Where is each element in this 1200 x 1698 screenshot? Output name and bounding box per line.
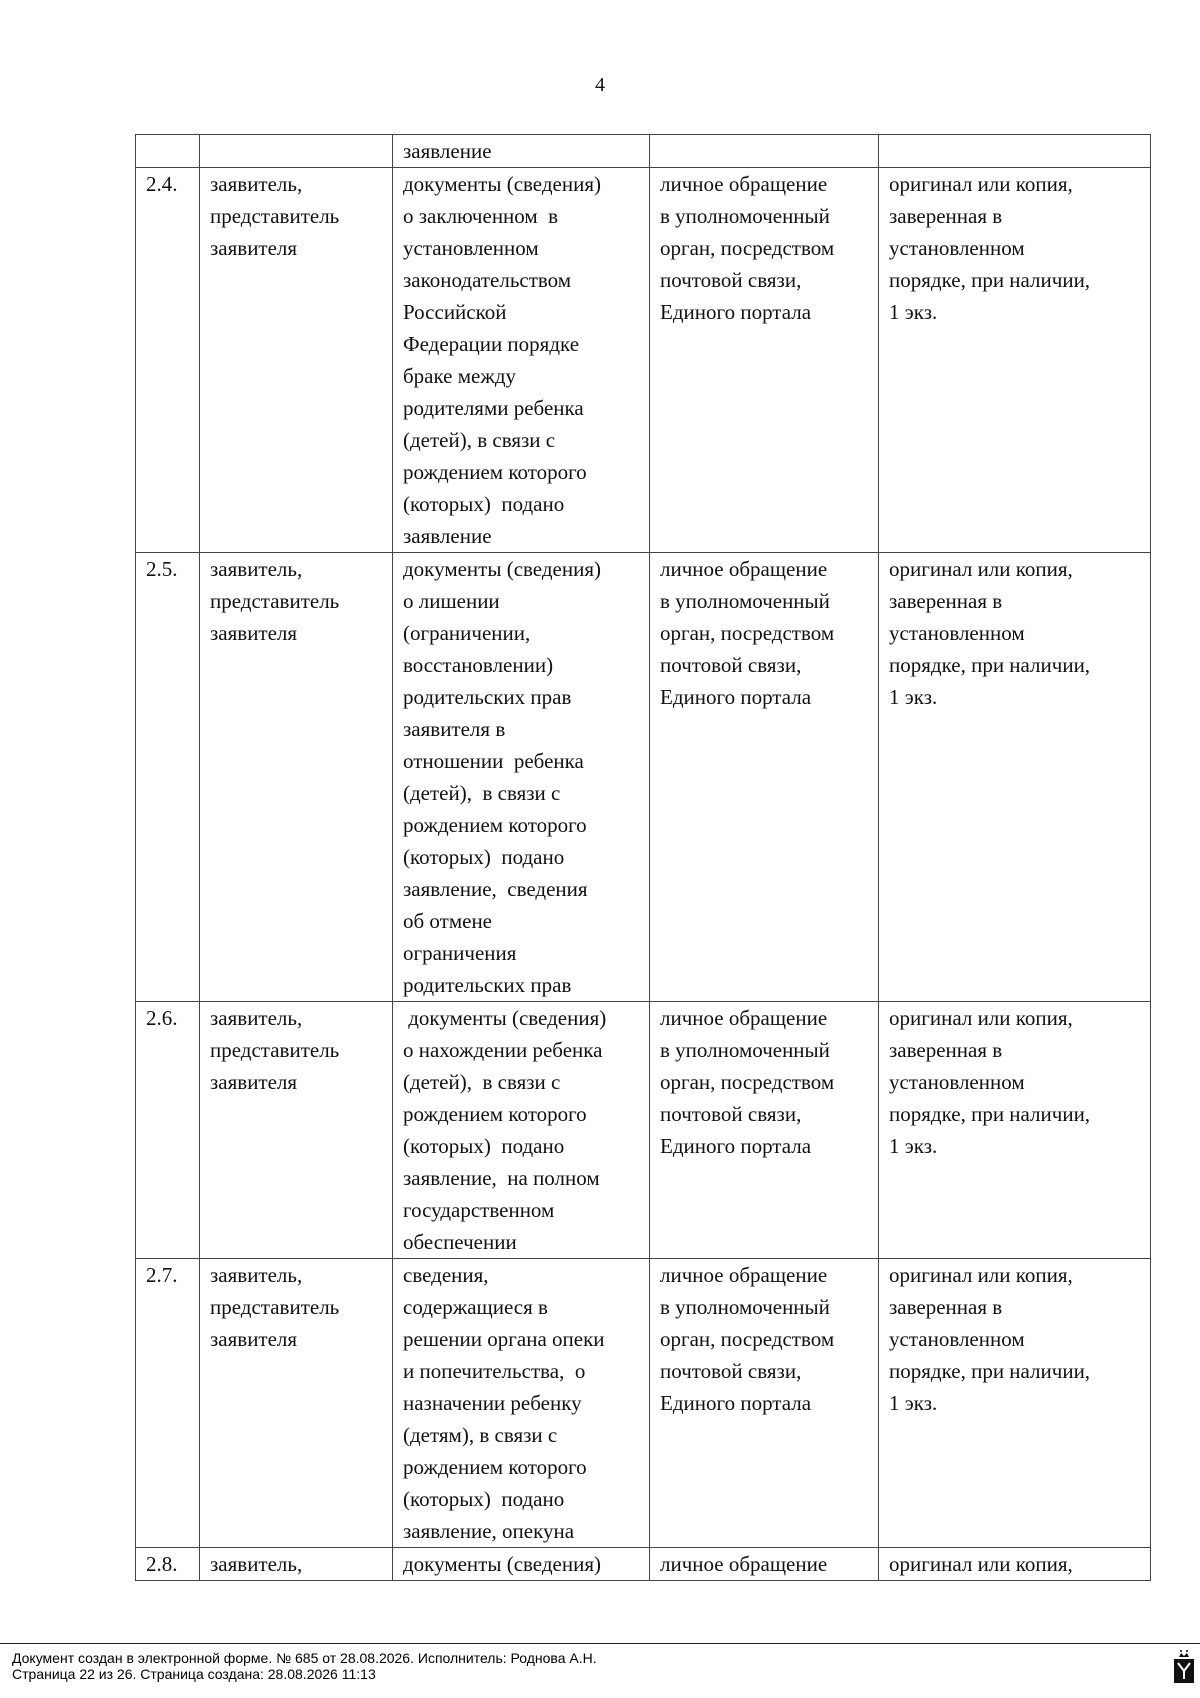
cell-text-line: заверенная в [889, 1038, 1003, 1062]
page-number: 4 [595, 74, 605, 96]
documents-table [135, 134, 1151, 1581]
method-cell [650, 135, 879, 168]
cell-text-line: представитель [210, 1038, 340, 1062]
cell-text-line: порядке, при наличии, [889, 1102, 1091, 1126]
applicant-cell [200, 135, 393, 168]
cell-text-line: орган, посредством [660, 1070, 835, 1094]
cell-text-line: оригинал или копия, [889, 1006, 1073, 1030]
form-cell [879, 135, 1151, 168]
applicant-cell [200, 168, 393, 553]
form-cell [879, 1259, 1151, 1548]
cell-text-line: почтовой связи, [660, 1102, 802, 1126]
cell-text-line: (детей), в связи с [403, 1070, 561, 1094]
cell-text-line: порядке, при наличии, [889, 268, 1091, 292]
method-cell [650, 1259, 879, 1548]
cell-text-line: оригинал или копия, [889, 172, 1073, 196]
cell-text-line: отношении ребенка [403, 749, 584, 773]
method-cell [650, 1548, 879, 1581]
cell-text-line: 1 экз. [889, 685, 938, 709]
cell-text-line: решении органа опеки [403, 1327, 605, 1351]
cell-text-line: заверенная в [889, 204, 1003, 228]
cell-text-line: почтовой связи, [660, 653, 802, 677]
documents-cell [393, 1548, 650, 1581]
cell-text-line: заявитель, [210, 1006, 303, 1030]
row-number-cell: 2.6. [136, 1002, 200, 1259]
cell-text-line: документы (сведения) [403, 1006, 607, 1030]
cell-text-line: родителями ребенка [403, 396, 584, 420]
documents-cell [393, 168, 650, 553]
cell-text-line: заявитель, [210, 172, 303, 196]
cell-text-line: рождением которого [403, 460, 587, 484]
table-row [136, 135, 1151, 168]
cell-text-line: о заключенном в [403, 204, 559, 228]
cell-text-line: почтовой связи, [660, 1359, 802, 1383]
cell-text-line: заявление, опекуна [403, 1519, 575, 1543]
applicant-cell [200, 1002, 393, 1259]
cell-text-line: порядке, при наличии, [889, 653, 1091, 677]
cell-text-line: заявитель, [210, 1552, 303, 1576]
cell-text-line: заявителя [210, 1327, 298, 1351]
form-cell [879, 168, 1151, 553]
cell-text-line: Единого портала [660, 1134, 812, 1158]
form-cell [879, 1002, 1151, 1259]
cell-text-line: оригинал или копия, [889, 1263, 1073, 1287]
cell-text-line: ограничения [403, 941, 517, 965]
cell-text-line: браке между [403, 364, 517, 388]
cell-text-line: заявление, сведения [403, 877, 588, 901]
cell-text-line: (детей), в связи с [403, 428, 556, 452]
cell-text-line: рождением которого [403, 1455, 587, 1479]
cell-text-line: государственном [403, 1198, 555, 1222]
form-cell [879, 1548, 1151, 1581]
row-number-cell [136, 135, 200, 168]
documents-cell [393, 135, 650, 168]
cell-text-line: (которых) подано [403, 845, 565, 869]
method-cell [650, 553, 879, 1002]
cell-text-line: Федерации порядке [403, 332, 580, 356]
cell-text-line: личное обращение [660, 172, 828, 196]
row-number-cell: 2.4. [136, 168, 200, 553]
cell-text-line: орган, посредством [660, 621, 835, 645]
cell-text-line: орган, посредством [660, 1327, 835, 1351]
cell-text-line: представитель [210, 204, 340, 228]
cell-text-line: установленном [889, 1070, 1025, 1094]
cell-text-line: в уполномоченный [660, 1038, 830, 1062]
table-row [136, 1259, 1151, 1548]
table-row [136, 1548, 1151, 1581]
documents-cell [393, 1002, 650, 1259]
cell-text-line: в уполномоченный [660, 589, 830, 613]
cell-text-line: в уполномоченный [660, 1295, 830, 1319]
cell-text-line: 1 экз. [889, 1391, 938, 1415]
cell-text-line: оригинал или копия, [889, 1552, 1073, 1576]
cell-text-line: рождением которого [403, 813, 587, 837]
form-cell [879, 553, 1151, 1002]
cell-text-line: Единого портала [660, 685, 812, 709]
cell-text-line: документы (сведения) [403, 1552, 601, 1576]
applicant-cell [200, 1259, 393, 1548]
cell-text-line: орган, посредством [660, 236, 835, 260]
cell-text-line: содержащиеся в [403, 1295, 548, 1319]
table-row [136, 1002, 1151, 1259]
cell-text-line: заявление, на полном [403, 1166, 600, 1190]
table-row [136, 553, 1151, 1002]
footer-line-2: Страница 22 из 26. Страница создана: 28.08.2026 11:13 [12, 1666, 376, 1682]
cell-text-line: законодательством [403, 268, 572, 292]
coat-of-arms-icon [1173, 1649, 1195, 1685]
cell-text-line: 1 экз. [889, 1134, 938, 1158]
cell-text-line: почтовой связи, [660, 268, 802, 292]
cell-text-line: Единого портала [660, 1391, 812, 1415]
cell-text-line: родительских прав [403, 973, 572, 997]
cell-text-line: восстановлении) [403, 653, 554, 677]
applicant-cell [200, 553, 393, 1002]
cell-text-line: заявителя [210, 236, 298, 260]
row-number-cell: 2.7. [136, 1259, 200, 1548]
cell-text-line: заявление [403, 524, 492, 548]
method-cell [650, 1002, 879, 1259]
cell-text-line: установленном [889, 1327, 1025, 1351]
cell-text-line: сведения, [403, 1263, 489, 1287]
cell-text-line: обеспечении [403, 1230, 517, 1254]
cell-text-line: представитель [210, 1295, 340, 1319]
cell-text-line: личное обращение [660, 1552, 828, 1576]
cell-text-line: о нахождении ребенка [403, 1038, 603, 1062]
cell-text-line: Российской [403, 300, 507, 324]
cell-text-line: родительских прав [403, 685, 572, 709]
cell-text-line: порядке, при наличии, [889, 1359, 1091, 1383]
cell-text-line: назначении ребенку [403, 1391, 582, 1415]
table-row [136, 168, 1151, 553]
cell-text-line: рождением которого [403, 1102, 587, 1126]
cell-text-line: (которых) подано [403, 492, 565, 516]
footer-line-1: Документ создан в электронной форме. № 685 от 28.08.2026. Исполнитель: Роднова А.Н. [12, 1650, 597, 1666]
cell-text-line: заверенная в [889, 589, 1003, 613]
cell-text-line: в уполномоченный [660, 204, 830, 228]
row-number-cell: 2.5. [136, 553, 200, 1002]
cell-text-line: об отмене [403, 909, 493, 933]
method-cell [650, 168, 879, 553]
documents-cell [393, 1259, 650, 1548]
cell-text-line: 1 экз. [889, 300, 938, 324]
cell-text-line: представитель [210, 589, 340, 613]
cell-text-line: заявителя [210, 621, 298, 645]
cell-text-line: установленном [889, 236, 1025, 260]
cell-text-line: заявителя в [403, 717, 506, 741]
cell-text-line: заявитель, [210, 1263, 303, 1287]
row-number-cell: 2.8. [136, 1548, 200, 1581]
footer [12, 1650, 597, 1682]
cell-text-line: документы (сведения) [403, 172, 601, 196]
cell-text-line: заявителя [210, 1070, 298, 1094]
cell-text-line: (детей), в связи с [403, 781, 561, 805]
cell-text-line: (которых) подано [403, 1487, 565, 1511]
cell-text-line: (которых) подано [403, 1134, 565, 1158]
cell-text-line: личное обращение [660, 557, 828, 581]
cell-text-line: и попечительства, о [403, 1359, 586, 1383]
documents-cell [393, 553, 650, 1002]
cell-text-line: о лишении [403, 589, 500, 613]
cell-text-line: заверенная в [889, 1295, 1003, 1319]
cell-text-line: заявитель, [210, 557, 303, 581]
cell-text-line: личное обращение [660, 1263, 828, 1287]
cell-text-line: установленном [403, 236, 539, 260]
cell-text-line: Единого портала [660, 300, 812, 324]
cell-text-line: личное обращение [660, 1006, 828, 1030]
applicant-cell [200, 1548, 393, 1581]
cell-text: заявление [403, 139, 492, 163]
cell-text-line: оригинал или копия, [889, 557, 1073, 581]
cell-text-line: (детям), в связи с [403, 1423, 558, 1447]
cell-text-line: установленном [889, 621, 1025, 645]
cell-text-line: документы (сведения) [403, 557, 601, 581]
footer-divider [0, 1643, 1200, 1644]
cell-text-line: (ограничении, [403, 621, 531, 645]
